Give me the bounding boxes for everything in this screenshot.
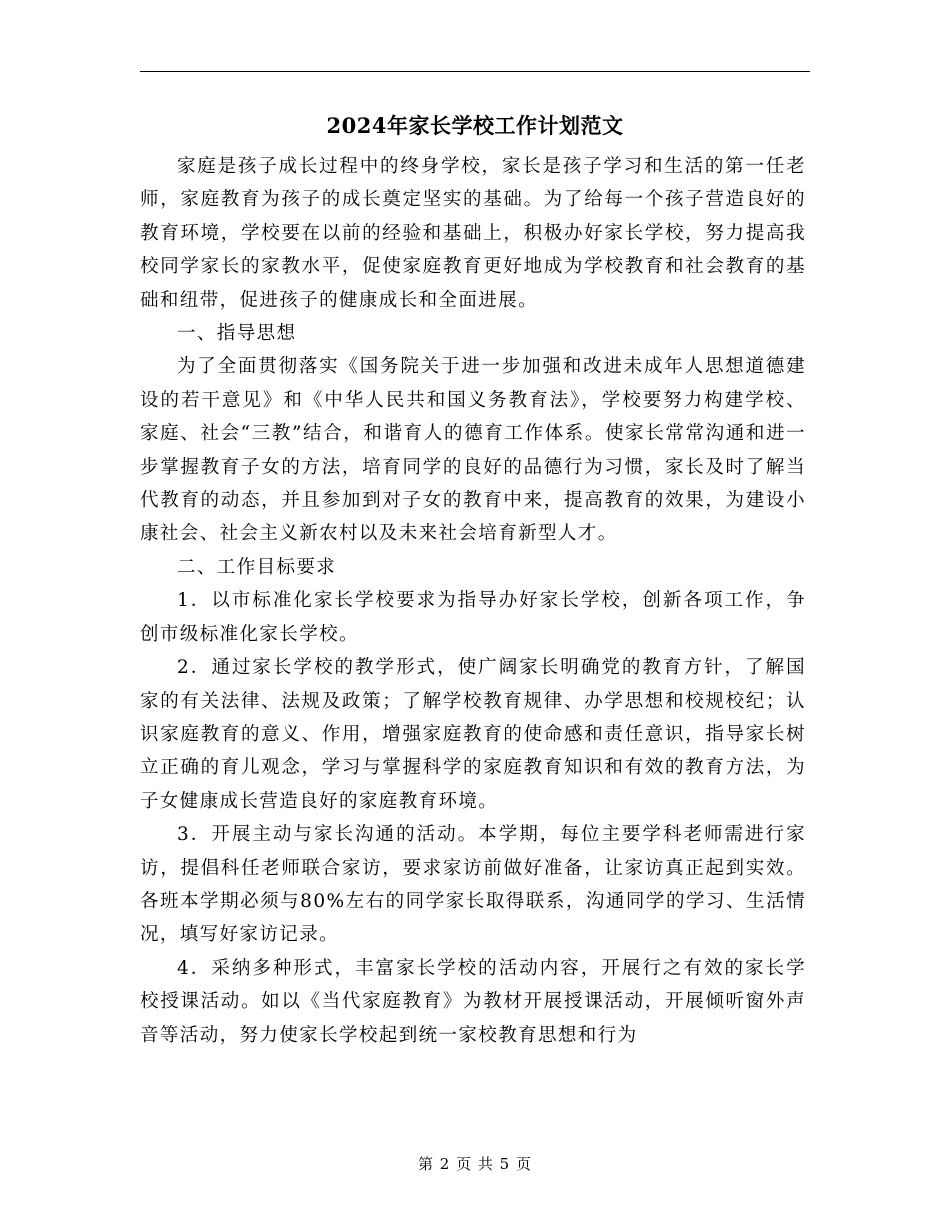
paragraph-goal-3: 3．开展主动与家长沟通的活动。本学期，每位主要学科老师需进行家访，提倡科任老师联合家访，要求家访前做好准备，让家访真正起到实效。各班本学期必须与80%左右的同学家长取得联系，沟通同学的学习、生活情况，填写好家访记录。 [140, 824, 806, 946]
header-rule [140, 71, 810, 72]
paragraph-intro: 家庭是孩子成长过程中的终身学校，家长是孩子学习和生活的第一任老师，家庭教育为孩子的成长奠定坚实的基础。为了给每一个孩子营造良好的教育环境，学校要在以前的经验和基础上，积极办好家长学校，努力提高我校同学家长的家教水平，促使家庭教育更好地成为学校教育和社会教育的基础和纽带，促进孩子的健康成长和全面进展。 [140, 156, 806, 311]
paragraph-goal-4: 4．采纳多种形式，丰富家长学校的活动内容，开展行之有效的家长学校授课活动。如以《当代家庭教育》为教材开展授课活动，开展倾听窗外声音等活动，努力使家长学校起到统一家校教育思想和行为 [140, 957, 806, 1046]
paragraph-guiding-thought: 为了全面贯彻落实《国务院关于进一步加强和改进未成年人思想道德建设的若干意见》和《中华人民共和国义务教育法》，学校要努力构建学校、家庭、社会“三教”结合，和谐育人的德育工作体系。使家长常常沟通和进一步掌握教育子女的方法，培育同学的良好的品德行为习惯，家长及时了解当代教育的动态，并且参加到对子女的教育中来，提高教育的效果，为建设小康社会、社会主义新农村以及未来社会培育新型人才。 [140, 356, 806, 545]
page-number-footer: 第 2 页 共 5 页 [418, 1155, 532, 1173]
heading-work-goals: 二、工作目标要求 [177, 556, 337, 578]
heading-guiding-thought: 一、指导思想 [177, 323, 297, 345]
document-title: 2024年家长学校工作计划范文 [326, 113, 624, 138]
document-body [140, 150, 806, 1052]
paragraph-goal-2: 2．通过家长学校的教学形式，使广阔家长明确党的教育方针，了解国家的有关法律、法规及政策；了解学校教育规律、办学思想和校规校纪；认识家庭教育的意义、作用，增强家庭教育的使命感和责任意识，指导家长树立正确的育儿观念，学习与掌握科学的家庭教育知识和有效的教育方法，为子女健康成长营造良好的家庭教育环境。 [140, 657, 806, 812]
paragraph-goal-1: 1．以市标准化家长学校要求为指导办好家长学校，创新各项工作，争创市级标准化家长学校。 [140, 590, 806, 645]
